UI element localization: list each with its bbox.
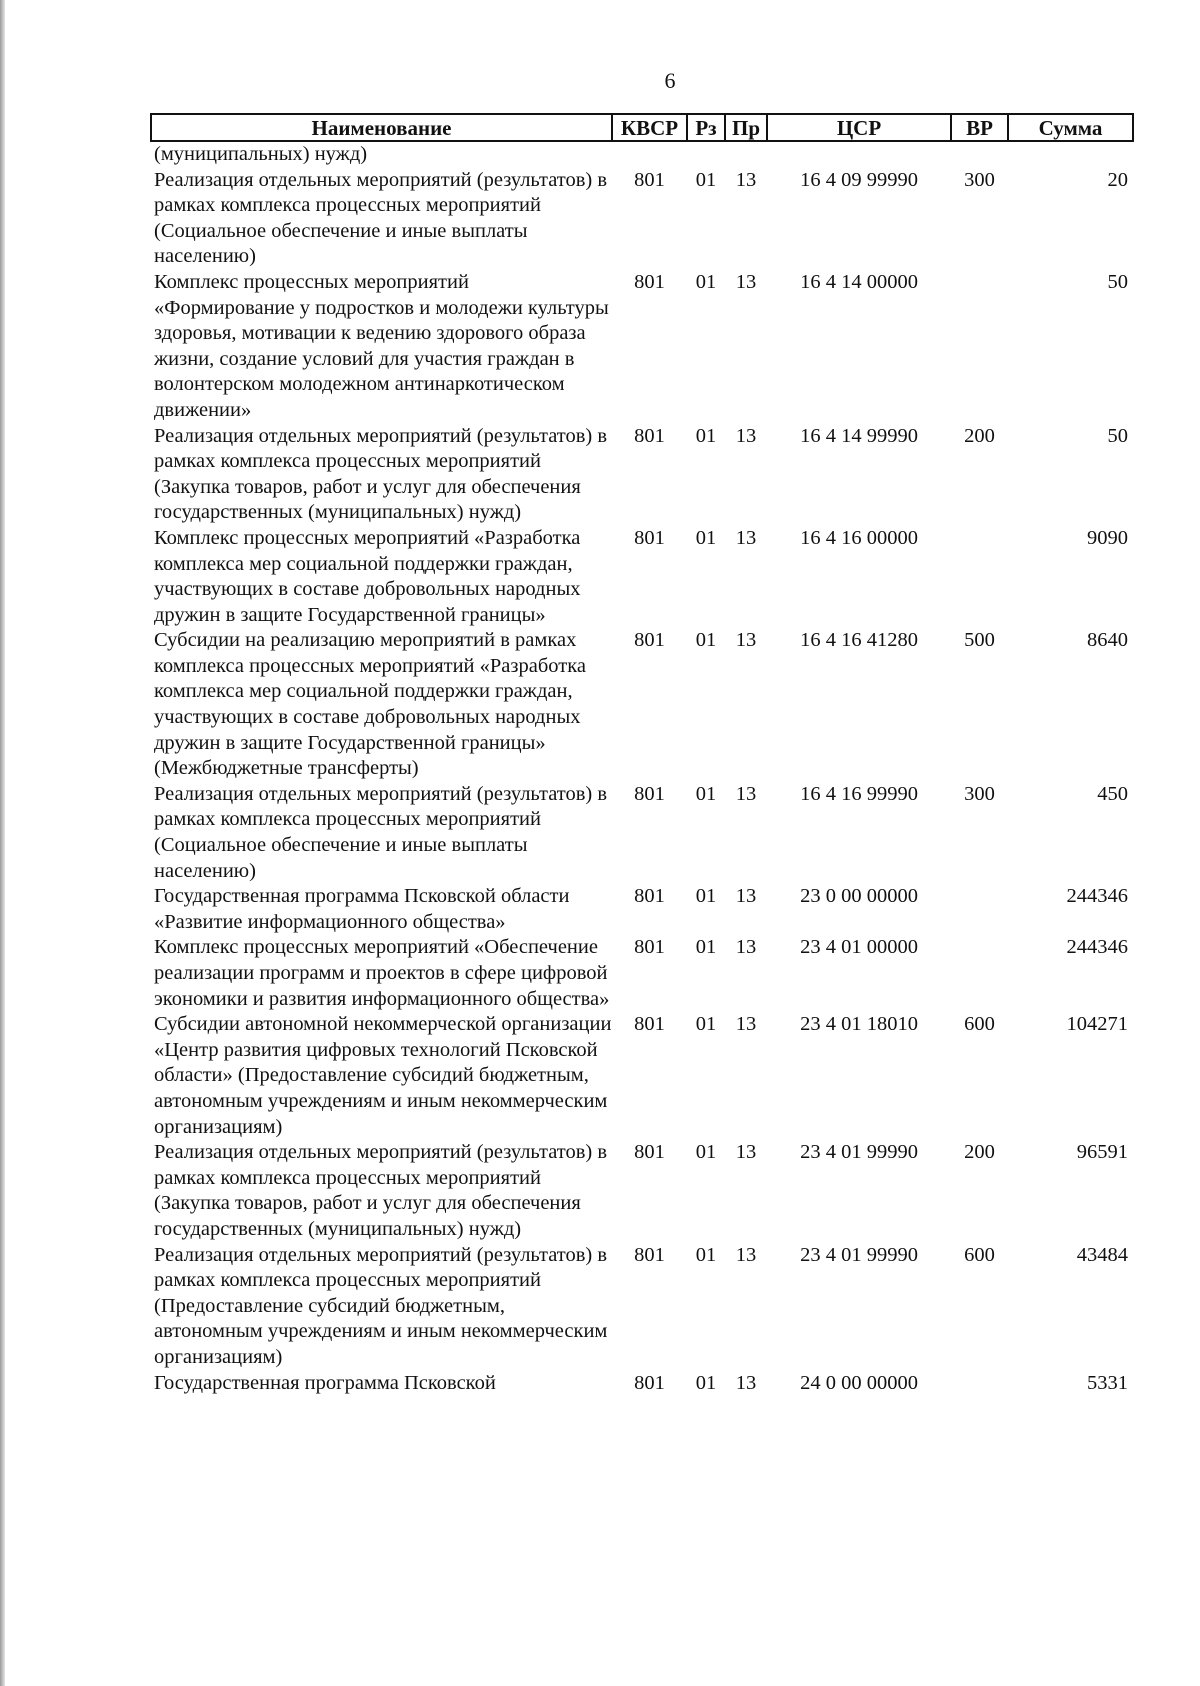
table-body — [151, 141, 1133, 1396]
cell-pr — [725, 141, 767, 168]
cell-name: Государственная программа Псковской — [154, 1371, 496, 1394]
cell-sum: 50 — [1107, 270, 1128, 293]
table-header — [151, 114, 1133, 141]
cell-rz: 01 — [695, 1013, 717, 1036]
cell-name: Комплекс процессных мероприятий «Формирование у подростков и молодежи культуры здоровья, мотивации к ведению здорового образа жизни, создание условий для участия граждан в волонтерском молодежном антинаркотическом движении» — [154, 270, 609, 421]
cell-sum: 244346 — [1066, 885, 1128, 908]
cell-rz: 01 — [695, 1243, 717, 1266]
cell-vr: 600 — [964, 1243, 995, 1266]
cell-pr: 13 — [735, 782, 757, 805]
page-number: 6 — [664, 68, 676, 93]
cell-sum: 50 — [1107, 424, 1128, 447]
cell-kvsr: 801 — [634, 629, 665, 652]
cell-pr: 13 — [735, 1371, 757, 1394]
cell-csr: 23 4 01 99990 — [800, 1243, 918, 1266]
cell-vr — [951, 935, 1008, 1012]
cell-pr: 13 — [735, 629, 757, 652]
cell-rz: 01 — [695, 526, 717, 549]
cell-kvsr: 801 — [634, 526, 665, 549]
cell-kvsr: 801 — [634, 168, 665, 191]
header-pr: Пр — [725, 114, 767, 141]
cell-csr: 23 4 01 00000 — [800, 936, 918, 959]
cell-csr — [767, 141, 951, 168]
cell-rz: 01 — [695, 629, 717, 652]
cell-csr: 16 4 16 41280 — [800, 629, 918, 652]
table-row — [151, 782, 1133, 884]
cell-name: Комплекс процессных мероприятий «Разработка комплекса мер социальной поддержки граждан, участвующих в составе добровольных народных дружин в защите Государственной границы» — [154, 526, 581, 626]
cell-rz: 01 — [695, 424, 717, 447]
cell-name: Субсидии автономной некоммерческой организации «Центр развития цифровых технологий Псковской области» (Предоставление субсидий бюджетным, автономным учреждениям и иным некоммерческим организациям) — [154, 1013, 612, 1138]
cell-pr: 13 — [735, 1141, 757, 1164]
cell-csr: 24 0 00 00000 — [800, 1371, 918, 1394]
cell-kvsr — [612, 141, 687, 168]
cell-rz: 01 — [695, 936, 717, 959]
cell-rz: 01 — [695, 1141, 717, 1164]
cell-kvsr: 801 — [634, 885, 665, 908]
cell-vr: 300 — [964, 168, 995, 191]
table-row — [151, 270, 1133, 424]
cell-sum: 450 — [1097, 782, 1128, 805]
cell-name: Реализация отдельных мероприятий (результатов) в рамках комплекса процессных мероприятий (Социальное обеспечение и иные выплаты населению) — [154, 168, 608, 268]
cell-sum: 244346 — [1066, 936, 1128, 959]
cell-vr: 200 — [964, 424, 995, 447]
cell-csr: 16 4 09 99990 — [800, 168, 918, 191]
cell-rz: 01 — [695, 885, 717, 908]
table-row — [151, 884, 1133, 935]
header-name: Наименование — [151, 114, 612, 141]
cell-vr — [951, 1371, 1008, 1397]
cell-pr: 13 — [735, 424, 757, 447]
header-sum: Сумма — [1008, 114, 1133, 141]
cell-name: Субсидии на реализацию мероприятий в рамках комплекса процессных мероприятий «Разработка комплекса мер социальной поддержки граждан, участвующих в составе добровольных народных дружин в защите Государственной границы» (Межбюджетные трансферты) — [154, 629, 586, 780]
table-row — [151, 424, 1133, 526]
header-row — [151, 114, 1133, 141]
table-row — [151, 526, 1133, 628]
table-row — [151, 168, 1133, 270]
header-vr: ВР — [951, 114, 1008, 141]
table-row — [151, 1012, 1133, 1140]
cell-sum: 96591 — [1076, 1141, 1128, 1164]
cell-kvsr: 801 — [634, 270, 665, 293]
cell-sum — [1008, 141, 1133, 168]
cell-pr: 13 — [735, 885, 757, 908]
cell-vr: 300 — [964, 782, 995, 805]
cell-rz: 01 — [695, 270, 717, 293]
scan-edge — [0, 0, 5, 1686]
header-kvsr: КВСР — [612, 114, 687, 141]
cell-name: Комплекс процессных мероприятий «Обеспечение реализации программ и проектов в сфере цифровой экономики и развития информационного общества» — [154, 936, 610, 1010]
cell-csr: 23 4 01 18010 — [800, 1013, 918, 1036]
cell-csr: 16 4 14 99990 — [800, 424, 918, 447]
cell-vr — [951, 141, 1008, 168]
cell-rz: 01 — [695, 168, 717, 191]
cell-vr — [951, 526, 1008, 628]
cell-csr: 16 4 16 00000 — [800, 526, 918, 549]
table-row — [151, 628, 1133, 782]
cell-csr: 16 4 14 00000 — [800, 270, 918, 293]
table-row — [151, 935, 1133, 1012]
cell-kvsr: 801 — [634, 1243, 665, 1266]
cell-kvsr: 801 — [634, 1141, 665, 1164]
table-row — [151, 1243, 1133, 1371]
cell-name: Государственная программа Псковской области «Развитие информационного общества» — [154, 885, 570, 933]
cell-pr: 13 — [735, 168, 757, 191]
cell-kvsr: 801 — [634, 1013, 665, 1036]
table-row — [151, 141, 1133, 168]
cell-vr: 200 — [964, 1141, 995, 1164]
header-csr: ЦСР — [767, 114, 951, 141]
cell-kvsr: 801 — [634, 1371, 665, 1394]
cell-kvsr: 801 — [634, 936, 665, 959]
cell-name: Реализация отдельных мероприятий (результатов) в рамках комплекса процессных мероприятий (Предоставление субсидий бюджетным, автономным учреждениям и иным некоммерческим организациям) — [154, 1243, 608, 1368]
cell-kvsr: 801 — [634, 782, 665, 805]
cell-pr: 13 — [735, 1243, 757, 1266]
cell-vr: 600 — [964, 1013, 995, 1036]
cell-sum: 43484 — [1076, 1243, 1128, 1266]
cell-name: Реализация отдельных мероприятий (результатов) в рамках комплекса процессных мероприятий (Закупка товаров, работ и услуг для обеспечения государственных (муниципальных) нужд) — [154, 424, 608, 524]
table-row — [151, 1371, 1133, 1397]
cell-csr: 23 0 00 00000 — [800, 885, 918, 908]
budget-table — [150, 113, 1134, 1396]
cell-csr: 16 4 16 99990 — [800, 782, 918, 805]
cell-pr: 13 — [735, 526, 757, 549]
cell-vr: 500 — [964, 629, 995, 652]
cell-sum: 8640 — [1087, 629, 1128, 652]
cell-vr — [951, 270, 1008, 424]
cell-sum: 9090 — [1087, 526, 1128, 549]
cell-pr: 13 — [735, 270, 757, 293]
cell-name: Реализация отдельных мероприятий (результатов) в рамках комплекса процессных мероприятий (Социальное обеспечение и иные выплаты населению) — [154, 782, 608, 882]
header-rz: Рз — [687, 114, 725, 141]
cell-csr: 23 4 01 99990 — [800, 1141, 918, 1164]
cell-name: Реализация отдельных мероприятий (результатов) в рамках комплекса процессных мероприятий (Закупка товаров, работ и услуг для обеспечения государственных (муниципальных) нужд) — [154, 1141, 608, 1240]
cell-sum: 104271 — [1066, 1013, 1128, 1036]
cell-kvsr: 801 — [634, 424, 665, 447]
cell-pr: 13 — [735, 1013, 757, 1036]
cell-pr: 13 — [735, 936, 757, 959]
cell-sum: 20 — [1107, 168, 1128, 191]
cell-rz: 01 — [695, 782, 717, 805]
cell-rz: 01 — [695, 1371, 717, 1394]
cell-sum: 5331 — [1087, 1371, 1128, 1394]
cell-rz — [687, 141, 725, 168]
cell-vr — [951, 884, 1008, 935]
cell-name: (муниципальных) нужд) — [154, 143, 368, 165]
table-row — [151, 1140, 1133, 1242]
